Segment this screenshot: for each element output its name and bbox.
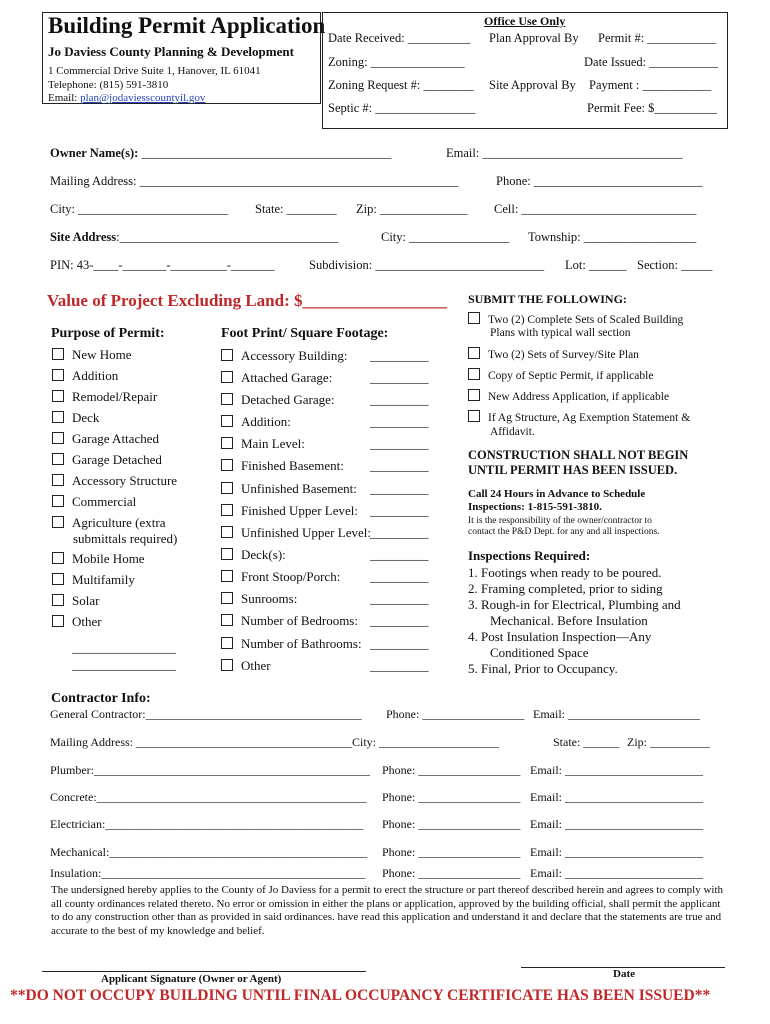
checkbox-icon[interactable] [52,516,64,528]
submit-item-plans-cont: Plans with typical wall section [490,327,631,339]
department-email-row [48,92,205,104]
footprint-blank[interactable]: _________ [370,591,429,606]
checkbox-icon[interactable] [221,437,233,449]
form-title: Building Permit Application [48,13,326,38]
footprint-attached-garage[interactable]: Attached Garage: [221,370,332,386]
purpose-option-agriculture-extra[interactable]: Agriculture (extra [52,515,165,531]
purpose-option-deck[interactable]: Deck [52,410,99,426]
footprint-finished-upper-level[interactable]: Finished Upper Level: [221,503,358,519]
declaration-text: The undersigned hereby applies to the County of Jo Daviess for a permit to erect the structure or part thereof described herein and agrees to comply with all county ordinances related thereto. No error or omission in either the plans or application, approved by the building official, shall permit the applicant to do any construction other than as provided in said ordinances. have read this application and understand it and declare that the statements are true and accurate to the best of my knowledge and belief. [51,884,723,937]
office-date-issued: Date Issued: ___________ [584,55,719,69]
purpose-option-remodel-repair[interactable]: Remodel/Repair [52,389,157,405]
purpose-option-mobile-home[interactable]: Mobile Home [52,551,145,567]
purpose-option-commercial[interactable]: Commercial [52,494,136,510]
checkbox-icon[interactable] [52,453,64,465]
checkbox-icon[interactable] [52,411,64,423]
plumber-field[interactable]: Plumber:______________________________________________ [50,763,370,777]
call-ahead-1: Call 24 Hours in Advance to Schedule [468,488,646,500]
owner-cell-field[interactable]: Cell: ____________________________ [494,202,697,216]
concrete-email[interactable]: Email: _______________________ [530,790,703,804]
concrete-field[interactable]: Concrete:_____________________________________________ [50,790,367,804]
footprint-blank[interactable]: _________ [370,436,429,451]
site-address-field[interactable]: Site Address:___________________________________ [50,230,339,244]
owner-name-field[interactable]: Owner Name(s): ________________________________________ [50,146,392,160]
checkbox-icon[interactable] [52,594,64,606]
footprint-finished-basement[interactable]: Finished Basement: [221,458,344,474]
office-use-title: Office Use Only [484,14,566,28]
footprint-blank[interactable]: _________ [370,569,429,584]
electrician-field[interactable]: Electrician:___________________________________________ [50,817,364,831]
contractor-mailing-field[interactable]: Mailing Address: ____________________________________City: ____________________ [50,735,500,749]
checkbox-icon[interactable] [52,432,64,444]
footprint-addition[interactable]: Addition: [221,414,291,430]
checkbox-icon[interactable] [221,415,233,427]
checkbox-icon[interactable] [468,410,480,422]
footprint-blank[interactable]: _________ [370,370,429,385]
mechanical-email[interactable]: Email: _______________________ [530,845,703,859]
site-township-field[interactable]: Township: __________________ [528,230,697,244]
owner-zip-field[interactable]: Zip: ______________ [356,202,468,216]
purpose-option-garage-detached[interactable]: Garage Detached [52,452,162,468]
checkbox-icon[interactable] [221,526,233,538]
submit-item-ag-cont: Affidavit. [490,426,535,438]
owner-mailing-field[interactable]: Mailing Address: ___________________________________________________ [50,174,459,188]
signature-line[interactable] [42,971,366,972]
general-contractor-phone[interactable]: Phone: _________________ [386,707,525,721]
checkbox-icon[interactable] [221,548,233,560]
footprint-blank[interactable]: _________ [370,658,429,673]
checkbox-icon[interactable] [468,389,480,401]
inspection-2: 2. Framing completed, prior to siding [468,581,663,596]
concrete-phone[interactable]: Phone: _________________ [382,790,521,804]
construction-warning-2: UNTIL PERMIT HAS BEEN ISSUED. [468,463,678,477]
general-contractor-email[interactable]: Email: ______________________ [533,707,700,721]
footprint-number-of-bathrooms[interactable]: Number of Bathrooms: [221,636,362,652]
footprint-unfinished-basement[interactable]: Unfinished Basement: [221,481,357,497]
owner-city-field[interactable]: City: ________________________ [50,202,229,216]
section-field[interactable]: Section: _____ [637,258,713,272]
submit-item-septic[interactable]: Copy of Septic Permit, if applicable [468,368,653,382]
checkbox-icon[interactable] [52,495,64,507]
inspection-4: 4. Post Insulation Inspection—Any [468,629,652,644]
inspections-title: Inspections Required: [468,548,591,563]
owner-state-field[interactable]: State: ________ [255,202,337,216]
checkbox-icon[interactable] [52,615,64,627]
pin-field[interactable]: PIN: 43-____-_______-_________-_______ [50,258,275,272]
submit-title: SUBMIT THE FOLLOWING: [468,292,627,306]
owner-email-field[interactable]: Email: ________________________________ [446,146,683,160]
plumber-email[interactable]: Email: _______________________ [530,763,703,777]
insulation-phone[interactable]: Phone: _________________ [382,866,521,880]
checkbox-icon[interactable] [221,504,233,516]
call-ahead-3: It is the responsibility of the owner/contractor to [468,516,652,526]
checkbox-icon[interactable] [221,570,233,582]
general-contractor-field[interactable]: General Contractor:____________________________________ [50,707,362,721]
purpose-option-multifamily[interactable]: Multifamily [52,572,135,588]
footprint-sunrooms[interactable]: Sunrooms: [221,591,297,607]
purpose-other-line-1[interactable]: ________________ [72,640,176,655]
insulation-email[interactable]: Email: _______________________ [530,866,703,880]
footprint-blank[interactable]: _________ [370,348,429,363]
subdivision-field[interactable]: Subdivision: ___________________________ [309,258,545,272]
value-of-project-field[interactable]: Value of Project Excluding Land: $_________________ [47,291,447,310]
plumber-phone[interactable]: Phone: _________________ [382,763,521,777]
submit-item-address[interactable]: New Address Application, if applicable [468,389,669,403]
checkbox-icon[interactable] [52,369,64,381]
contractor-state-field[interactable]: State: ______ [553,735,620,749]
department-telephone: Telephone: (815) 591-3810 [48,79,169,91]
electrician-email[interactable]: Email: _______________________ [530,817,703,831]
checkbox-icon[interactable] [221,371,233,383]
submit-item-plans[interactable]: Two (2) Complete Sets of Scaled Building [468,312,683,326]
footprint-blank[interactable]: _________ [370,392,429,407]
footprint-title: Foot Print/ Square Footage: [221,326,389,341]
mechanical-field[interactable]: Mechanical:___________________________________________ [50,845,368,859]
footprint-unfinished-upper-level[interactable]: Unfinished Upper Level: [221,525,371,541]
checkbox-icon[interactable] [221,393,233,405]
mechanical-phone[interactable]: Phone: _________________ [382,845,521,859]
footprint-deck-s[interactable]: Deck(s): [221,547,286,563]
footprint-blank[interactable]: _________ [370,525,429,540]
email-label: Email: [48,92,78,104]
department-address: 1 Commercial Drive Suite 1, Hanover, IL 61041 [48,65,261,77]
signature-label: Applicant Signature (Owner or Agent) [101,973,282,985]
checkbox-icon[interactable] [52,552,64,564]
submit-item-ag[interactable]: If Ag Structure, Ag Exemption Statement & [468,410,690,424]
purpose-other-line-2[interactable]: ________________ [72,657,176,672]
footprint-accessory-building[interactable]: Accessory Building: [221,348,348,364]
construction-warning-1: CONSTRUCTION SHALL NOT BEGIN [468,448,689,462]
inspection-3-cont: Mechanical. Before Insulation [490,613,648,628]
checkbox-icon[interactable] [221,637,233,649]
office-permit-fee: Permit Fee: $__________ [587,101,717,115]
contractor-zip-field[interactable]: Zip: __________ [627,735,710,749]
office-payment: Payment : ___________ [589,78,712,92]
inspection-5: 5. Final, Prior to Occupancy. [468,661,618,676]
insulation-field[interactable]: Insulation:____________________________________________ [50,866,366,880]
checkbox-icon[interactable] [221,482,233,494]
footprint-main-level[interactable]: Main Level: [221,436,305,452]
checkbox-icon[interactable] [468,347,480,359]
office-zoning-request: Zoning Request #: ________ [328,78,474,92]
call-ahead-4: contact the P&D Dept. for any and all inspections. [468,527,660,537]
office-septic: Septic #: ________________ [328,101,476,115]
electrician-phone[interactable]: Phone: _________________ [382,817,521,831]
footprint-blank[interactable]: _________ [370,481,429,496]
footprint-blank[interactable]: _________ [370,414,429,429]
checkbox-icon[interactable] [221,659,233,671]
checkbox-icon[interactable] [221,459,233,471]
purpose-option-other[interactable]: Other [52,614,102,630]
purpose-option-accessory-structure[interactable]: Accessory Structure [52,473,177,489]
inspection-4-cont: Conditioned Space [490,645,589,660]
occupancy-warning: **DO NOT OCCUPY BUILDING UNTIL FINAL OCCUPANCY CERTIFICATE HAS BEEN ISSUED** [10,987,711,1004]
checkbox-icon[interactable] [52,390,64,402]
department-email-link[interactable]: plan@jodaviesscountyil.gov [80,92,206,104]
lot-field[interactable]: Lot: ______ [565,258,627,272]
purpose-option-addition[interactable]: Addition [52,368,118,384]
contractor-title: Contractor Info: [51,691,151,706]
footprint-blank[interactable]: _________ [370,547,429,562]
checkbox-icon[interactable] [52,348,64,360]
checkbox-icon[interactable] [468,368,480,380]
checkbox-icon[interactable] [52,573,64,585]
footprint-detached-garage[interactable]: Detached Garage: [221,392,334,408]
checkbox-icon[interactable] [52,474,64,486]
site-city-field[interactable]: City: ________________ [381,230,510,244]
owner-phone-field[interactable]: Phone: ___________________________ [496,174,703,188]
office-permit-number: Permit #: ___________ [598,31,717,45]
purpose-option-garage-attached[interactable]: Garage Attached [52,431,159,447]
office-zoning: Zoning: _______________ [328,55,465,69]
checkbox-icon[interactable] [468,312,480,324]
checkbox-icon[interactable] [221,614,233,626]
office-plan-approval: Plan Approval By [489,31,579,45]
footprint-blank[interactable]: _________ [370,636,429,651]
footprint-blank[interactable]: _________ [370,503,429,518]
checkbox-icon[interactable] [221,349,233,361]
submit-item-survey[interactable]: Two (2) Sets of Survey/Site Plan [468,347,639,361]
purpose-option-new-home[interactable]: New Home [52,347,132,363]
footprint-front-stoop-porch[interactable]: Front Stoop/Porch: [221,569,340,585]
office-date-received: Date Received: __________ [328,31,471,45]
purpose-agriculture-cont: submittals required) [73,531,178,546]
office-site-approval: Site Approval By [489,78,576,92]
footprint-blank[interactable]: _________ [370,458,429,473]
inspection-1: 1. Footings when ready to be poured. [468,565,662,580]
checkbox-icon[interactable] [221,592,233,604]
department-name: Jo Daviess County Planning & Development [48,44,294,59]
footprint-other[interactable]: Other [221,658,271,674]
call-ahead-2: Inspections: 1-815-591-3810. [468,501,602,513]
purpose-title: Purpose of Permit: [51,326,165,341]
footprint-number-of-bedrooms[interactable]: Number of Bedrooms: [221,613,358,629]
date-label: Date [613,968,635,980]
purpose-option-solar[interactable]: Solar [52,593,99,609]
inspection-3: 3. Rough-in for Electrical, Plumbing and [468,597,681,612]
footprint-blank[interactable]: _________ [370,613,429,628]
